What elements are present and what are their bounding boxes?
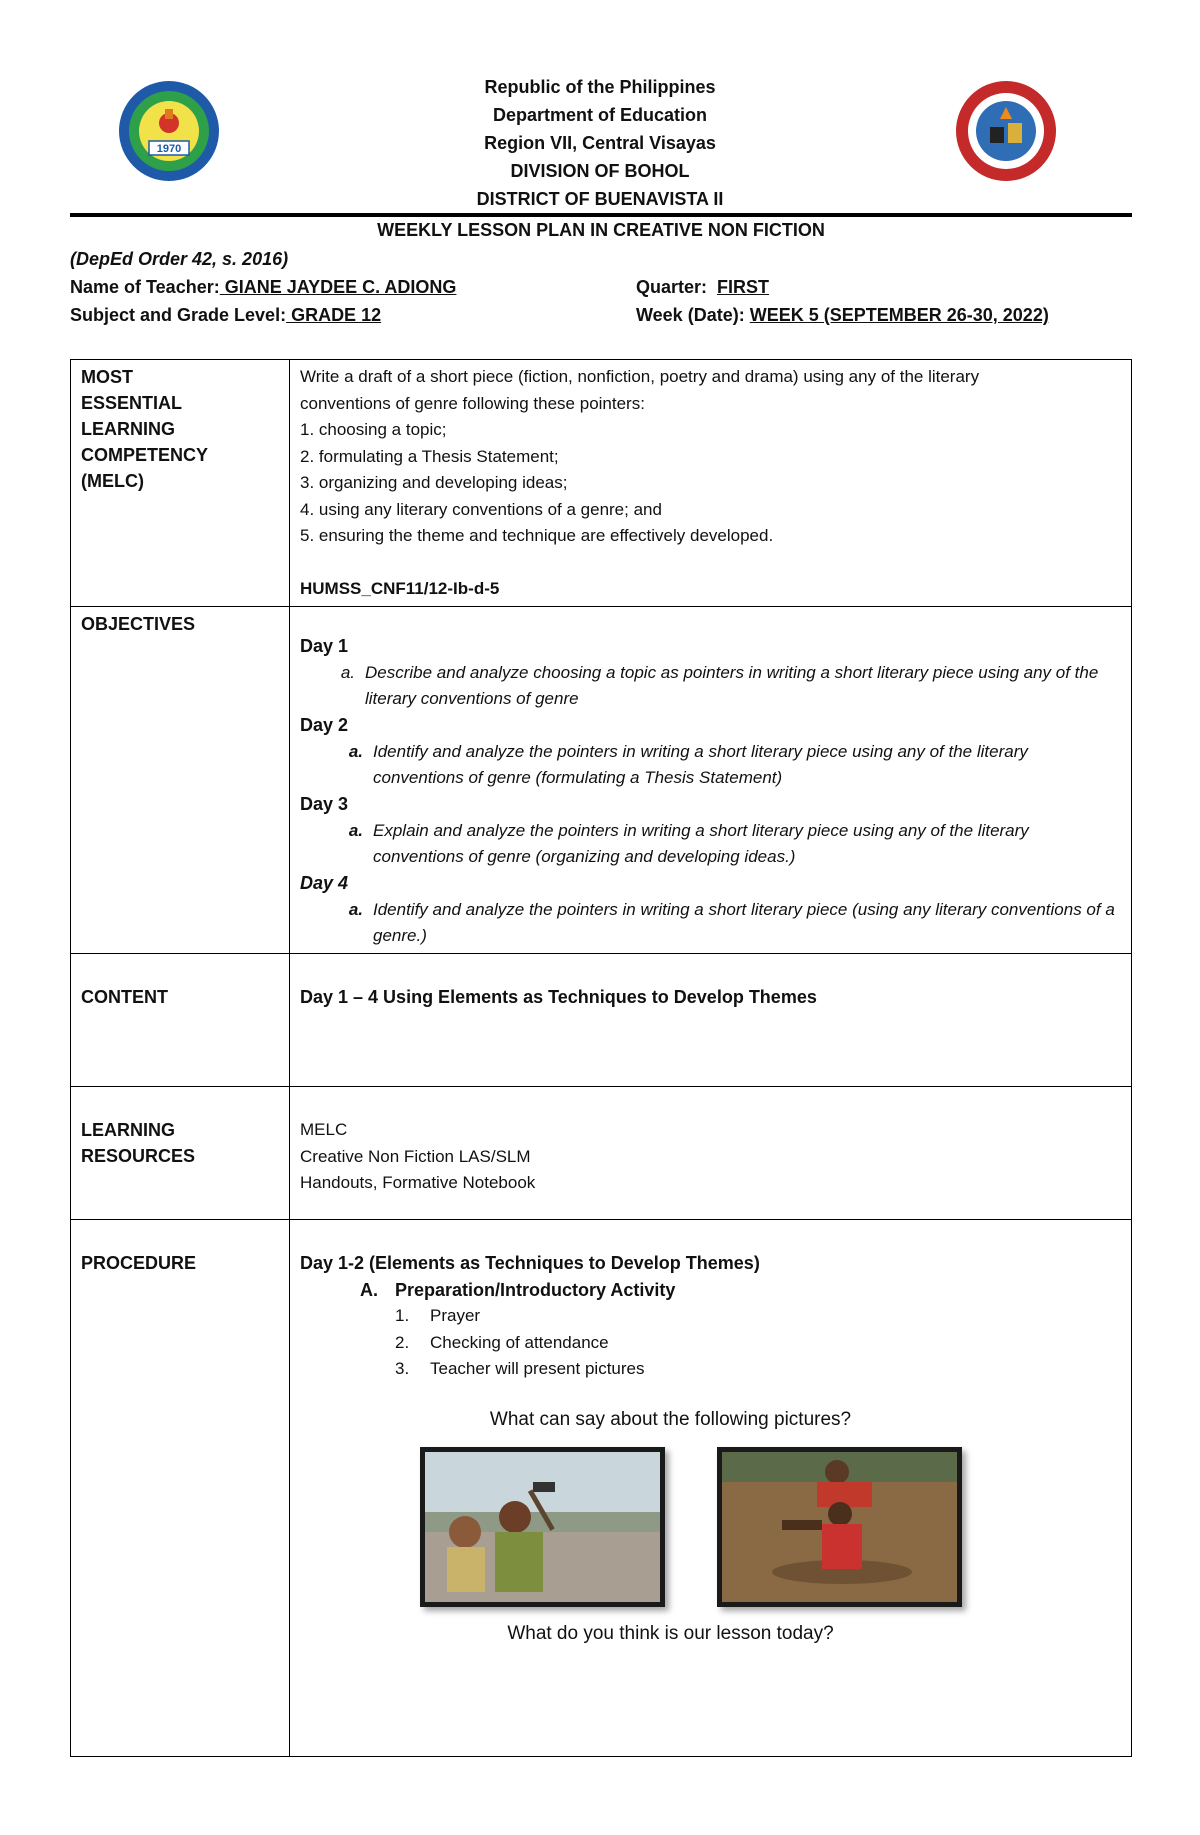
teacher-value: GIANE JAYDEE C. ADIONG <box>219 277 457 297</box>
content-text: Day 1 – 4 Using Elements as Techniques to Develop Themes <box>300 987 817 1007</box>
quarter-label: Quarter: <box>636 277 708 297</box>
plan-title: WEEKLY LESSON PLAN IN CREATIVE NON FICTION <box>377 220 825 240</box>
header-line: Department of Education <box>492 105 707 125</box>
teacher-label: Name of Teacher: <box>70 277 220 297</box>
photo-flood-rescue <box>717 1447 962 1607</box>
melc-line: Write a draft of a short piece (fiction, nonfiction, poetry and drama) using any of the literary <box>300 367 980 386</box>
resources-content <box>290 1087 1131 1201</box>
objective-day: Day 2 <box>300 715 349 735</box>
lesson-question: What do you think is our lesson today? <box>507 1623 834 1644</box>
procedure-day-title: Day 1-2 (Elements as Techniques to Develop Themes) <box>300 1253 760 1273</box>
week-value: WEEK 5 (SEPTEMBER 26-30, 2022) <box>749 305 1049 325</box>
header-divider <box>70 213 1132 217</box>
procedure-step: 3. Teacher will present pictures <box>395 1359 645 1378</box>
header-line: Republic of the Philippines <box>484 77 716 97</box>
header-block <box>350 73 850 213</box>
subject-value: GRADE 12 <box>286 305 382 325</box>
melc-line: conventions of genre following these pointers: <box>300 393 645 413</box>
content-label: CONTENT <box>81 987 168 1007</box>
quarter-field <box>636 273 769 301</box>
quarter-value: FIRST <box>717 277 770 297</box>
melc-code: HUMSS_CNF11/12-Ib-d-5 <box>300 578 500 598</box>
objective-day: Day 4 <box>300 873 349 893</box>
header-line: Region VII, Central Visayas <box>484 133 716 153</box>
melc-line: 3. organizing and developing ideas; <box>300 473 568 492</box>
procedure-label: PROCEDURE <box>81 1253 197 1273</box>
deped-order: (DepEd Order 42, s. 2016) <box>70 249 289 269</box>
subject-label: Subject and Grade Level: <box>70 305 287 325</box>
subject-field <box>70 301 381 329</box>
procedure-content <box>290 1220 1131 1652</box>
header-line: DISTRICT OF BUENAVISTA II <box>476 189 724 209</box>
objective-item: a. Describe and analyze choosing a topic as pointers in writing a short literary piece using any of the literary conventions of genre <box>340 663 1099 708</box>
objective-item: a. Explain and analyze the pointers in writing a short literary piece using any of the literary conventions of genre (organizing and developing ideas.) <box>348 821 1029 866</box>
objective-item: a. Identify and analyze the pointers in writing a short literary piece using any of the literary conventions of genre (formulating a Thesis Statement) <box>348 742 1028 787</box>
melc-line: 4. using any literary conventions of a genre; and <box>300 499 662 519</box>
lesson-plan-table <box>70 359 1132 1757</box>
content-row <box>71 954 1132 1087</box>
resource-item: Creative Non Fiction LAS/SLM <box>300 1146 531 1166</box>
melc-line: 1. choosing a topic; <box>300 420 447 439</box>
procedure-subheading: A. Preparation/Introductory Activity <box>360 1279 676 1300</box>
resources-row <box>71 1087 1132 1220</box>
objective-day: Day 1 <box>300 636 349 656</box>
header-line: DIVISION OF BOHOL <box>510 161 690 181</box>
melc-label: MOST ESSENTIAL LEARNING COMPETENCY (MELC) <box>81 367 209 491</box>
week-field <box>636 301 1049 329</box>
resource-item: Handouts, Formative Notebook <box>300 1173 536 1192</box>
melc-row <box>71 360 1132 607</box>
objectives-row <box>71 607 1132 954</box>
picture-gallery <box>420 1447 1121 1607</box>
content-cell <box>290 954 1131 1015</box>
procedure-step: 1. Prayer <box>395 1306 481 1325</box>
teacher-field <box>70 273 456 301</box>
resource-item: MELC <box>300 1120 348 1139</box>
objectives-label: OBJECTIVES <box>81 614 196 634</box>
procedure-step: 2. Checking of attendance <box>395 1332 609 1352</box>
deped-seal-logo <box>954 79 1058 183</box>
objective-item: a. Identify and analyze the pointers in writing a short literary piece (using any literary conventions of a genre.) <box>348 900 1115 945</box>
objective-day: Day 3 <box>300 794 349 814</box>
svg-text:1970: 1970 <box>156 143 182 155</box>
melc-line: 5. ensuring the theme and technique are effectively developed. <box>300 526 774 545</box>
photo-mother-child <box>420 1447 665 1607</box>
week-label: Week (Date): <box>636 305 745 325</box>
resources-label: LEARNING RESOURCES <box>81 1120 196 1166</box>
objectives-content <box>290 607 1131 953</box>
procedure-steps <box>395 1303 1121 1383</box>
melc-line: 2. formulating a Thesis Statement; <box>300 446 559 466</box>
procedure-row <box>71 1220 1132 1757</box>
school-seal-logo <box>117 79 221 183</box>
melc-content <box>290 360 1131 606</box>
picture-question: What can say about the following pictures? <box>489 1408 852 1430</box>
